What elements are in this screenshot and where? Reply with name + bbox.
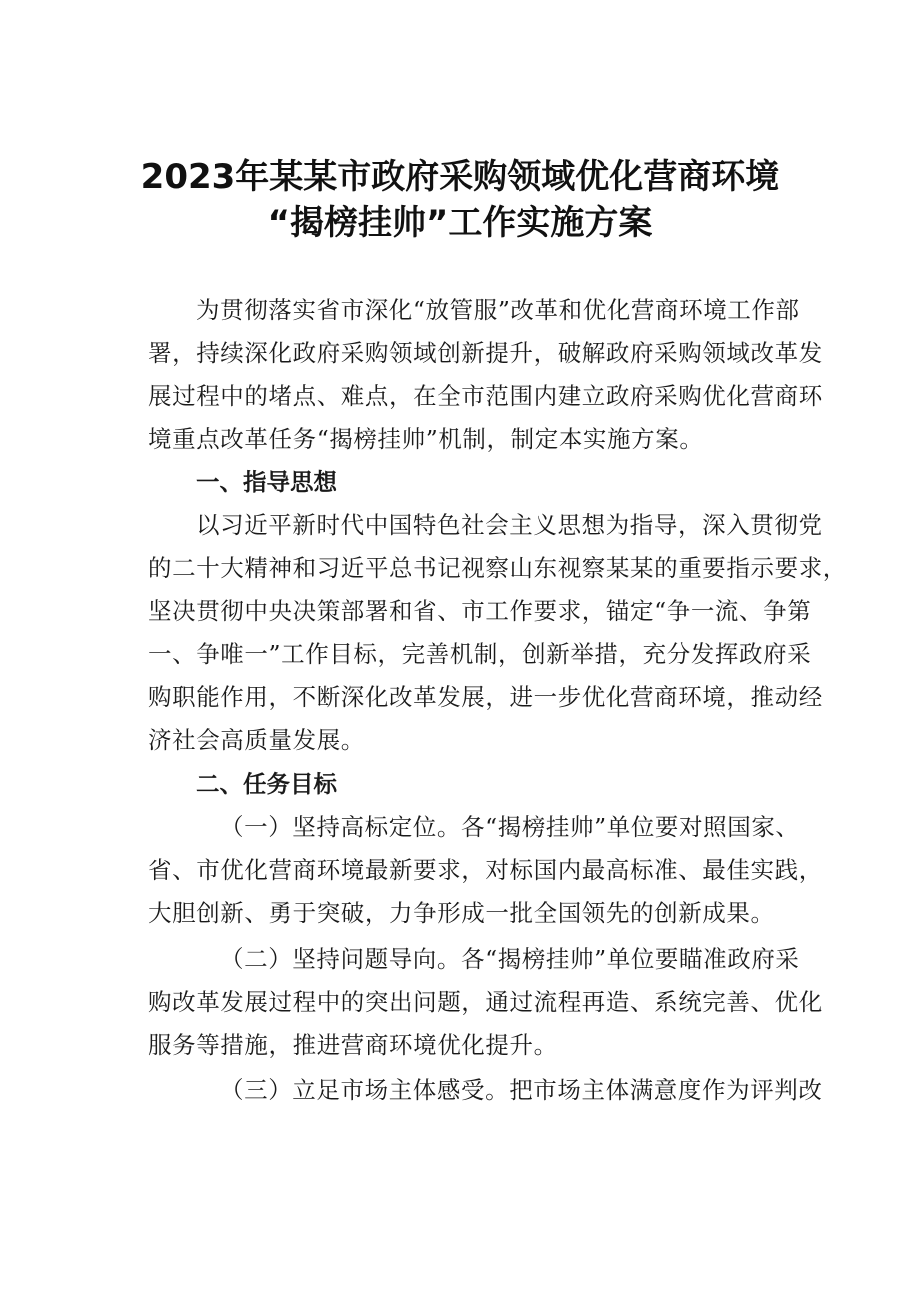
paragraph-line: 坚决贯彻中央决策部署和省、市工作要求，锚定“争一流、争第 xyxy=(148,597,812,625)
section-heading-task-goals: 二、任务目标 xyxy=(196,770,337,798)
paragraph-line: 一、争唯一”工作目标，完善机制，创新举措，充分发挥政府采 xyxy=(148,640,812,668)
task-goal-item-2 xyxy=(148,938,823,1067)
paragraph-line: 购改革发展过程中的突出问题，通过流程再造、系统完善、优化 xyxy=(148,988,823,1016)
paragraph-line: （二）坚持问题导向。各“揭榜挂帅”单位要瞄准政府采 xyxy=(220,945,800,973)
paragraph-line: 署，持续深化政府采购领域创新提升，破解政府采购领域改革发 xyxy=(148,339,823,367)
task-goal-item-3 xyxy=(148,1069,823,1112)
paragraph-line: （三）立足市场主体感受。把市场主体满意度作为评判改 xyxy=(220,1076,823,1104)
task-goal-item-1 xyxy=(148,806,823,935)
document-title-line-1: 2023年某某市政府采购领域优化营商环境 xyxy=(140,157,780,197)
document-title-line-2: “揭榜挂帅”工作实施方案 xyxy=(267,203,653,243)
guiding-ideology-paragraph xyxy=(148,504,847,762)
paragraph-line: 服务等措施，推进营商环境优化提升。 xyxy=(148,1031,558,1059)
paragraph-line: 境重点改革任务“揭榜挂帅”机制，制定本实施方案。 xyxy=(148,425,704,453)
paragraph-line: （一）坚持高标定位。各“揭榜挂帅”单位要对照国家、 xyxy=(220,813,800,841)
paragraph-line: 购职能作用，不断深化改革发展，进一步优化营商环境，推动经 xyxy=(148,683,823,711)
paragraph-line: 为贯彻落实省市深化“放管服”改革和优化营商环境工作部 xyxy=(196,296,800,324)
paragraph-line: 展过程中的堵点、难点，在全市范围内建立政府采购优化营商环 xyxy=(148,382,823,410)
paragraph-line: 大胆创新、勇于突破，力争形成一批全国领先的创新成果。 xyxy=(148,899,775,927)
intro-paragraph xyxy=(148,289,823,461)
paragraph-line: 的二十大精神和习近平总书记视察山东视察某某的重要指示要求， xyxy=(148,554,847,582)
paragraph-line: 以习近平新时代中国特色社会主义思想为指导，深入贯彻党 xyxy=(196,511,823,539)
paragraph-line: 济社会高质量发展。 xyxy=(148,726,365,754)
paragraph-line: 省、市优化营商环境最新要求，对标国内最高标准、最佳实践， xyxy=(148,856,823,884)
section-heading-guiding-ideology: 一、指导思想 xyxy=(196,468,337,496)
